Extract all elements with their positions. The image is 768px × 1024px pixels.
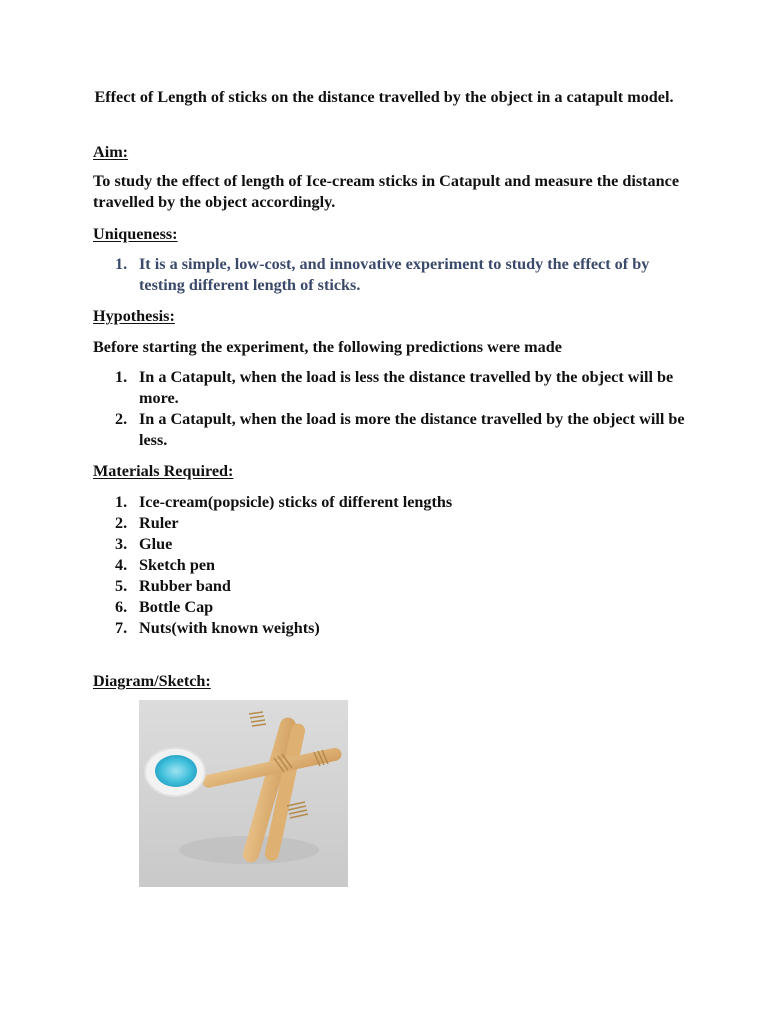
list-item-text: Ice-cream(popsicle) sticks of different lengths — [139, 493, 453, 511]
list-item-number: 1. — [115, 493, 128, 511]
uniqueness-list — [93, 254, 693, 296]
list-item-number: 1. — [115, 368, 128, 386]
list-item — [93, 555, 693, 576]
list-item-number: 7. — [115, 619, 128, 637]
list-item-number: 2. — [115, 410, 128, 428]
list-item — [93, 597, 693, 618]
document-title: Effect of Length of sticks on the distance travelled by the object in a catapult model. — [94, 88, 674, 106]
list-item — [93, 492, 693, 513]
list-item-text: In a Catapult, when the load is less the distance travelled by the object will be more. — [139, 368, 674, 407]
materials-list — [93, 492, 693, 639]
diagram-heading: Diagram/Sketch: — [93, 672, 211, 690]
aim-heading: Aim: — [93, 143, 129, 161]
list-item — [93, 409, 693, 451]
aim-text: To study the effect of length of Ice-cream sticks in Catapult and measure the distance travelled by the object accordingly. — [93, 172, 680, 211]
list-item-text: Ruler — [139, 514, 179, 532]
list-item-text: In a Catapult, when the load is more the distance travelled by the object will be less. — [139, 410, 685, 449]
materials-heading: Materials Required: — [93, 462, 234, 480]
list-item — [93, 534, 693, 555]
list-item — [93, 576, 693, 597]
catapult-photo — [139, 700, 348, 887]
hypothesis-intro: Before starting the experiment, the following predictions were made — [93, 338, 562, 356]
list-item — [93, 254, 693, 296]
list-item-text: Bottle Cap — [139, 598, 214, 616]
list-item-number: 1. — [115, 255, 128, 273]
list-item-number: 2. — [115, 514, 128, 532]
list-item-number: 3. — [115, 535, 128, 553]
list-item-text: Sketch pen — [139, 556, 216, 574]
list-item — [93, 618, 693, 639]
list-item-number: 5. — [115, 577, 128, 595]
list-item-text: It is a simple, low-cost, and innovative experiment to study the effect of by testing different length of sticks. — [139, 255, 650, 294]
list-item-number: 6. — [115, 598, 128, 616]
list-item-number: 4. — [115, 556, 128, 574]
list-item — [93, 513, 693, 534]
list-item — [93, 367, 693, 409]
hypothesis-list — [93, 367, 693, 451]
list-item-text: Rubber band — [139, 577, 231, 595]
uniqueness-heading: Uniqueness: — [93, 225, 178, 243]
list-item-text: Nuts(with known weights) — [139, 619, 320, 637]
hypothesis-heading: Hypothesis: — [93, 307, 175, 325]
list-item-text: Glue — [139, 535, 173, 553]
